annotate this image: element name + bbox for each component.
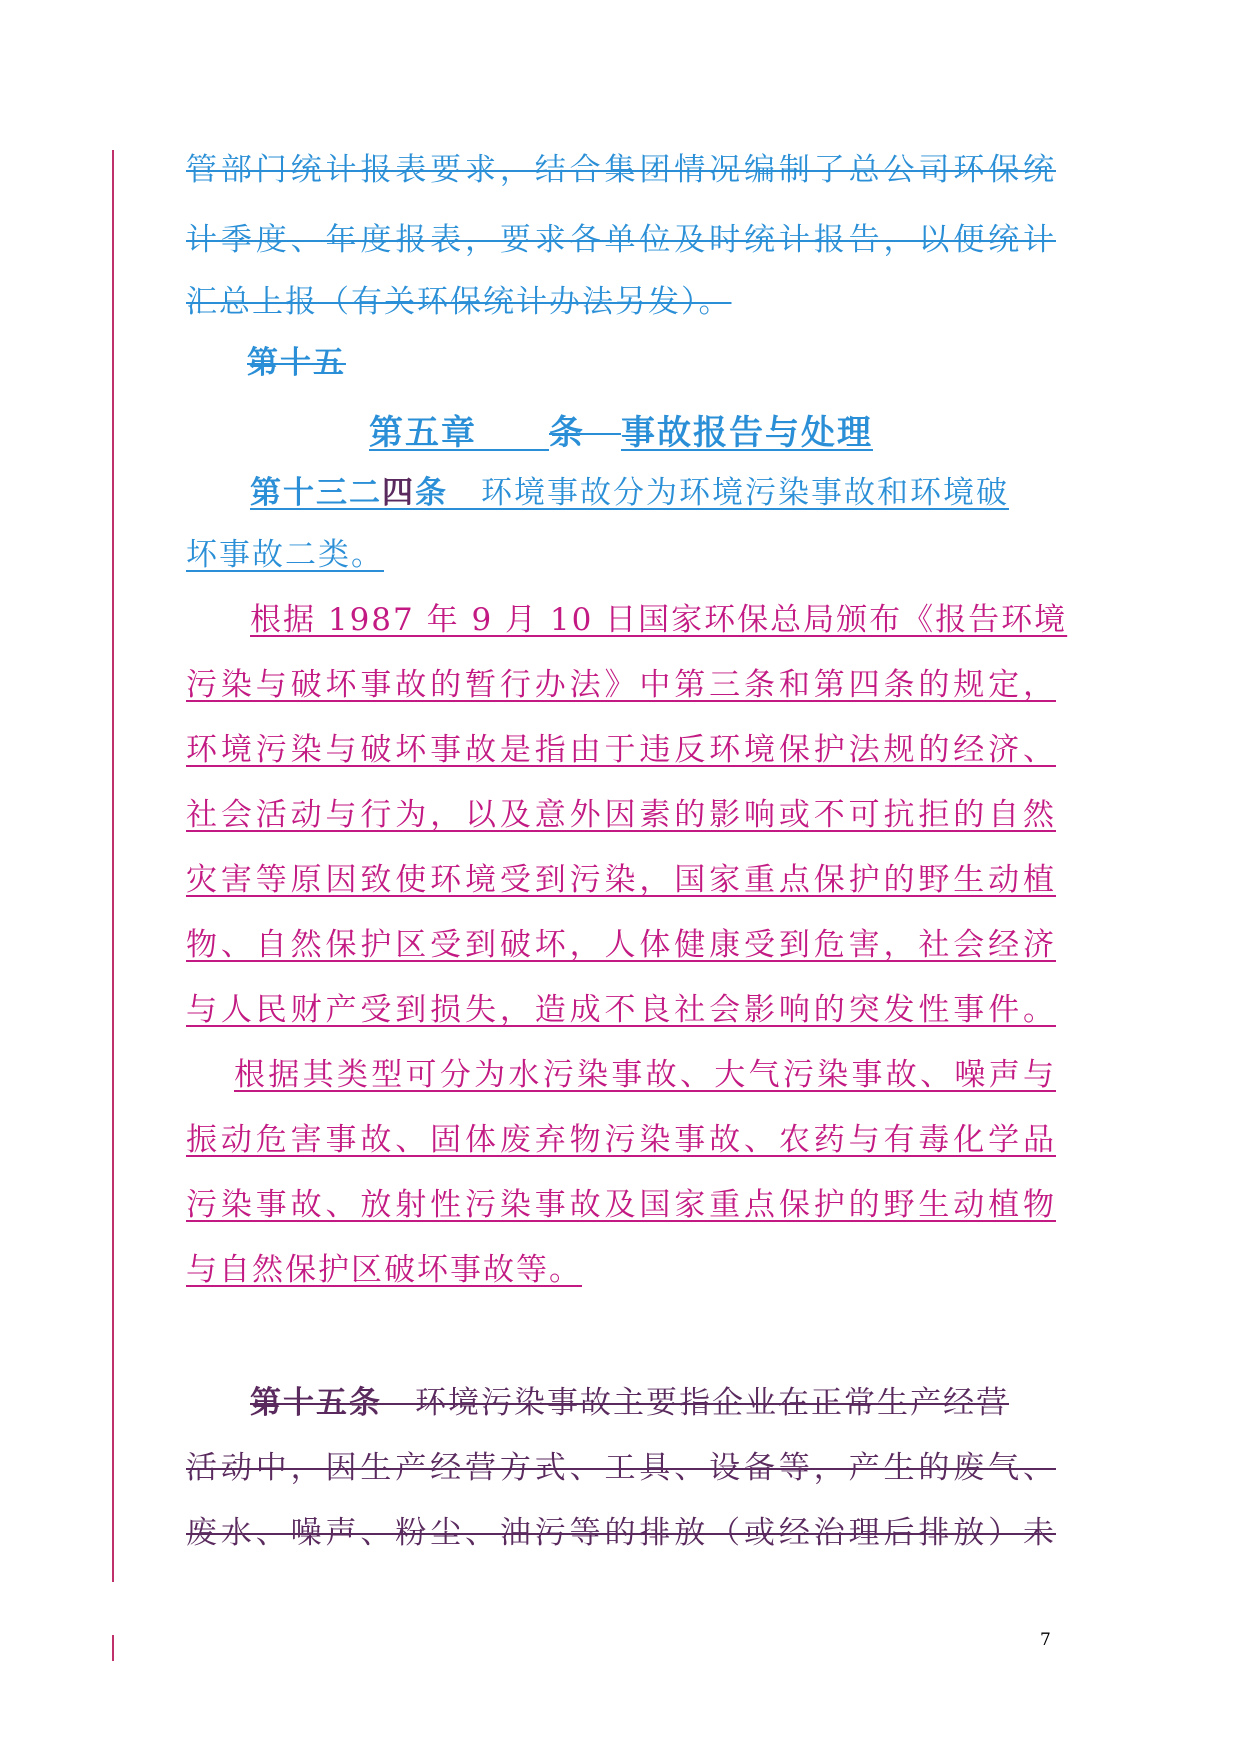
article-15-line1	[250, 1373, 1056, 1433]
article-24-label-suffix: 条	[415, 475, 448, 511]
article-24-gap	[448, 475, 481, 511]
types-line: 污染事故、放射性污染事故及国家重点保护的野生动植物	[186, 1187, 1056, 1223]
deleted-paragraph-line: 计季度、年度报表，要求各单位及时统计报告，以便统计	[186, 222, 1056, 258]
types-line: 与自然保护区破坏事故等。	[186, 1252, 582, 1288]
definition-line: 与人民财产受到损失，造成不良社会影响的突发性事件。	[186, 992, 1056, 1028]
chapter-title: 事故报告与处理	[621, 413, 873, 453]
article-24-text: 环境事故分为环境污染事故和环境破	[481, 475, 1009, 511]
page-number: 7	[1040, 1630, 1051, 1650]
chapter-deleted-gap	[585, 413, 621, 453]
definition-line: 灾害等原因致使环境受到污染，国家重点保护的野生动植	[186, 862, 1056, 898]
chapter-heading	[186, 403, 1056, 463]
change-bar	[112, 150, 114, 1582]
deleted-article-label	[247, 333, 1117, 393]
article-24-line1	[250, 463, 1056, 523]
article-15-line3: 废水、噪声、粉尘、油污等的排放（或经治理后排放）未	[186, 1515, 1056, 1551]
definition-line: 环境污染与破坏事故是指由于违反环境保护法规的经济、	[186, 732, 1056, 768]
article-15-line2: 活动中，因生产经营方式、工具、设备等，产生的废气、	[186, 1450, 1056, 1486]
definition-line: 社会活动与行为，以及意外因素的影响或不可抗拒的自然	[186, 797, 1056, 833]
types-line: 根据其类型可分为水污染事故、大气污染事故、噪声与	[234, 1057, 1056, 1093]
change-bar-footer	[112, 1635, 114, 1661]
article-24-label-mid: 四	[382, 475, 415, 511]
article-24-text-cont: 坏事故二类。	[186, 537, 384, 573]
chapter-gap	[477, 413, 549, 453]
chapter-deleted-part: 条	[549, 413, 585, 453]
article-24-line2	[186, 525, 1056, 585]
definition-line: 物、自然保护区受到破坏，人体健康受到危害，社会经济	[186, 927, 1056, 963]
types-line: 振动危害事故、固体废弃物污染事故、农药与有毒化学品	[186, 1122, 1056, 1158]
article-15-gap	[382, 1385, 415, 1421]
deleted-paragraph-line: 汇总上报（有关环保统计办法另发）。	[186, 284, 732, 320]
deleted-paragraph-line: 管部门统计报表要求，结合集团情况编制了总公司环保统	[186, 152, 1056, 188]
article-15-text: 环境污染事故主要指企业在正常生产经营	[415, 1385, 1009, 1421]
definition-line: 污染与破坏事故的暂行办法》中第三条和第四条的规定，	[186, 667, 1056, 703]
definition-line: 根据 1987 年 9 月 10 日国家环保总局颁布《报告环境	[250, 602, 1068, 638]
article-24-label-prefix: 第十三二	[250, 475, 382, 511]
chapter-number: 第五章	[369, 413, 477, 453]
article-15-label: 第十五条	[250, 1385, 382, 1421]
deleted-article-text: 第十五	[247, 345, 346, 381]
